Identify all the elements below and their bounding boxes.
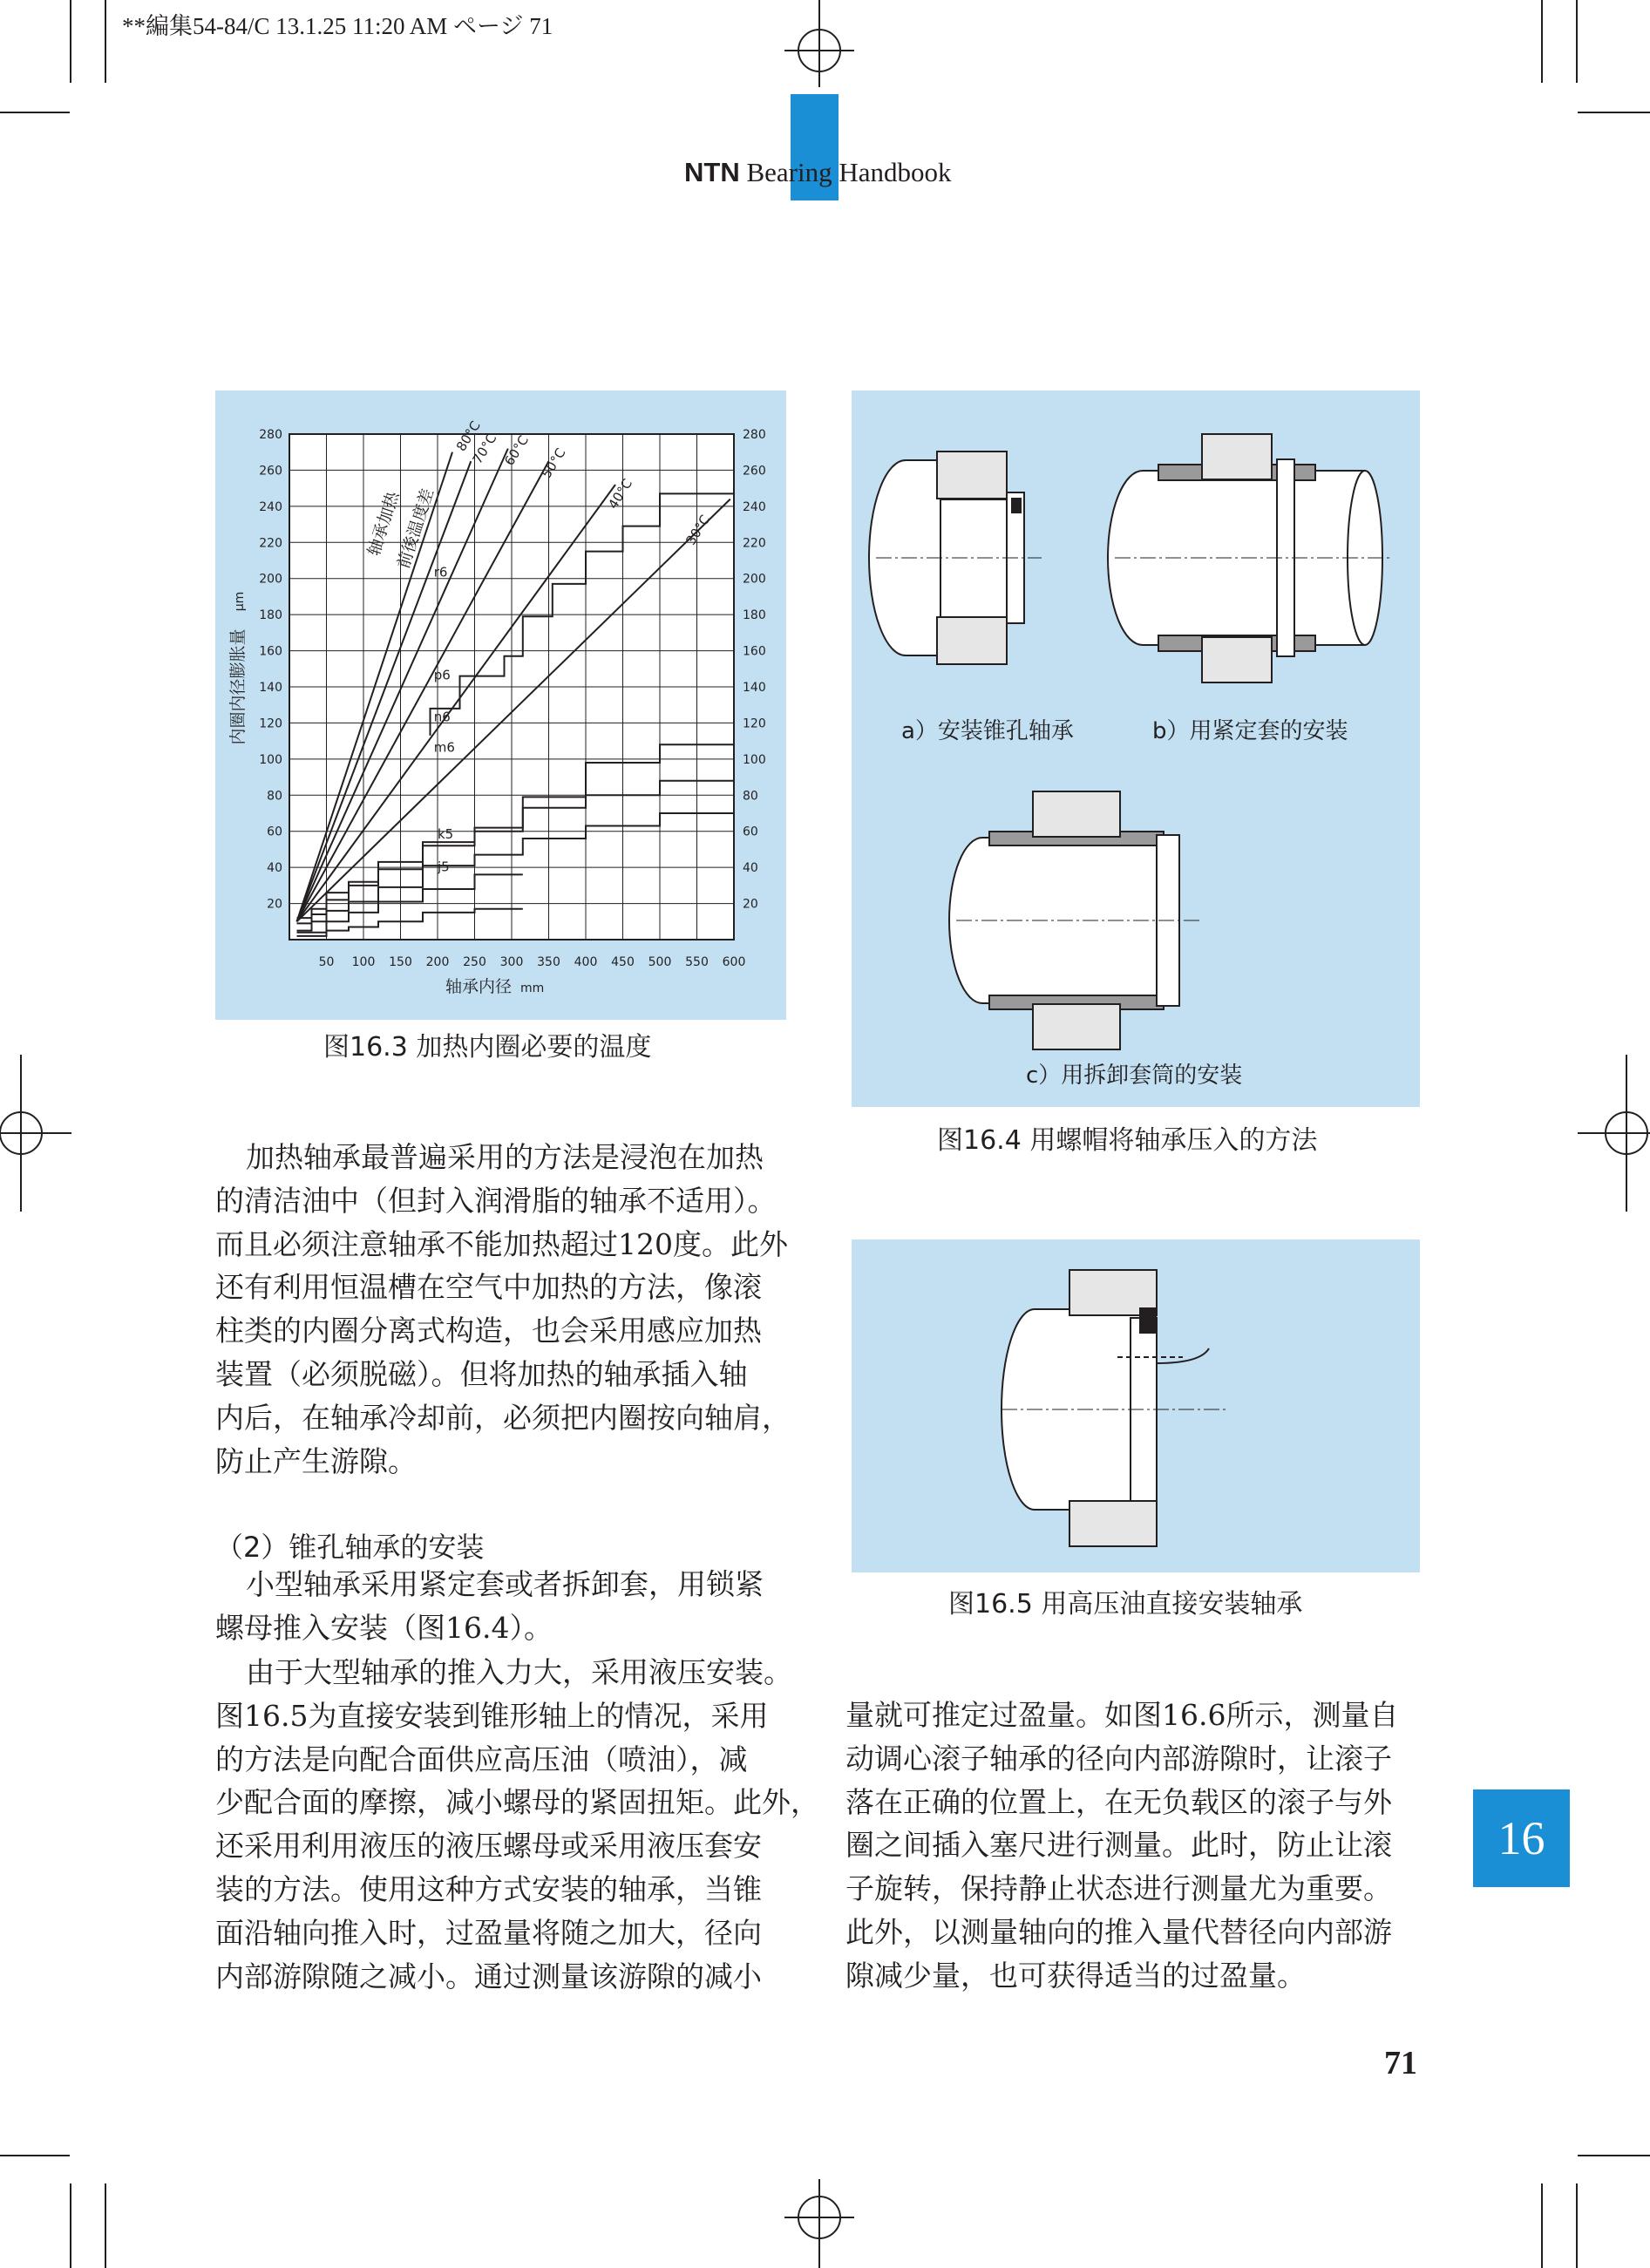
- header-brand: NTN: [684, 157, 740, 187]
- text-line: 装的方法。使用这种方式安装的轴承，当锥: [215, 1871, 762, 1906]
- text-line: 内后，在轴承冷却前，必须把内圈按向轴肩，: [215, 1400, 791, 1435]
- y-tick-label: 80: [267, 789, 282, 804]
- figure-16-4-diagram-b: [1106, 430, 1394, 691]
- crop-mark: [1578, 112, 1650, 113]
- temperature-label: 30°C: [682, 512, 714, 548]
- y-tick-label: 260: [259, 464, 282, 479]
- text-line: 面沿轴向推入时，过盈量将随之加大，径向: [215, 1915, 762, 1950]
- legend-label: 轴承加热: [363, 489, 404, 559]
- y-tick-label-right: 180: [743, 608, 766, 623]
- text-line: 量就可推定过盈量。如图16.6所示，测量自: [845, 1698, 1399, 1732]
- crop-mark: [70, 2183, 71, 2268]
- crop-mark: [1576, 0, 1578, 83]
- text-line: 小型轴承采用紧定套或者拆卸套，用锁紧: [246, 1567, 764, 1601]
- x-tick-label: 300: [499, 955, 524, 969]
- temperature-label: 80°C: [452, 418, 484, 454]
- figure-16-3-panel: [215, 390, 786, 1020]
- text-line: 此外，以测量轴向的推入量代替径向内部游: [845, 1914, 1392, 1949]
- x-tick-label: 450: [611, 955, 635, 969]
- crop-mark: [0, 112, 70, 113]
- figure-16-4-sub-b: b）用紧定套的安装: [1152, 718, 1348, 744]
- crop-mark: [1578, 2155, 1650, 2156]
- x-tick-label: 550: [685, 955, 709, 969]
- y-tick-label-right: 100: [743, 752, 766, 767]
- y-axis-unit: μm: [233, 591, 247, 612]
- y-tick-label-right: 20: [743, 897, 758, 912]
- y-tick-label: 200: [259, 572, 282, 587]
- y-tick-label: 280: [259, 428, 282, 442]
- y-tick-label: 20: [267, 897, 282, 912]
- figure-16-3-caption: 图16.3 加热内圈必要的温度: [323, 1032, 652, 1063]
- print-job-info: **編集54-84/C 13.1.25 11:20 AM ページ 71: [122, 13, 553, 39]
- figure-16-4-diagram-a: [867, 430, 1076, 691]
- running-header: [684, 157, 952, 188]
- crop-mark: [0, 2155, 70, 2156]
- y-tick-label-right: 200: [743, 572, 766, 587]
- y-tick-label: 120: [259, 716, 282, 731]
- figure-16-5-panel: [852, 1239, 1420, 1572]
- fit-label: k5: [438, 826, 454, 842]
- y-tick-label: 140: [259, 681, 282, 695]
- text-line: 装置（必须脱磁）。但将加热的轴承插入轴: [215, 1356, 748, 1391]
- text-line: 还有利用恒温槽在空气中加热的方法，像滚: [215, 1270, 762, 1305]
- y-tick-label-right: 280: [743, 428, 766, 442]
- crop-mark: [105, 2183, 106, 2268]
- x-tick-label: 400: [574, 955, 598, 969]
- x-tick-label: 100: [351, 955, 376, 969]
- y-tick-label-right: 220: [743, 536, 766, 551]
- text-line: 防止产生游隙。: [215, 1443, 417, 1478]
- text-line: 图16.5为直接安装到锥形轴上的情况，采用: [215, 1698, 769, 1733]
- y-tick-label: 240: [259, 499, 282, 514]
- y-tick-label: 100: [259, 752, 282, 767]
- text-line: 的方法是向配合面供应高压油（喷油），减: [215, 1742, 748, 1776]
- registration-mark-top: [784, 0, 854, 87]
- text-line: 少配合面的摩擦，减小螺母的紧固扭矩。此外，: [215, 1785, 819, 1820]
- crop-mark: [1541, 2183, 1543, 2268]
- temperature-label: 70°C: [469, 431, 500, 467]
- y-tick-label-right: 120: [743, 716, 766, 731]
- x-tick-label: 500: [648, 955, 672, 969]
- left-paragraph-2: [215, 1563, 764, 1650]
- y-tick-label-right: 260: [743, 464, 766, 479]
- crop-mark: [105, 0, 106, 83]
- y-axis-label: 内圈内径膨胀量: [228, 628, 248, 745]
- figure-16-4-caption: 图16.4 用螺帽将轴承压入的方法: [937, 1125, 1318, 1156]
- y-tick-label: 220: [259, 536, 282, 551]
- text-line: 落在正确的位置上，在无负载区的滚子与外: [845, 1784, 1392, 1819]
- chapter-tab: 16: [1473, 1789, 1570, 1887]
- fit-label: p6: [433, 667, 451, 683]
- text-line: 隙减少量，也可获得适当的过盈量。: [845, 1958, 1306, 1993]
- x-tick-label: 200: [425, 955, 450, 969]
- y-tick-label: 160: [259, 644, 282, 659]
- y-tick-label-right: 80: [743, 789, 758, 804]
- y-tick-label-right: 240: [743, 499, 766, 514]
- legend-label: 前後温度差: [393, 486, 438, 571]
- x-tick-label: 250: [463, 955, 486, 969]
- y-tick-label: 180: [259, 608, 282, 623]
- fit-label: r6: [433, 564, 448, 581]
- left-paragraph-3: [215, 1651, 819, 1998]
- temperature-label: 40°C: [605, 476, 636, 513]
- text-line: 内部游隙随之减小。通过测量该游隙的减小: [215, 1959, 762, 1993]
- figure-16-4-panel: [852, 390, 1420, 1107]
- x-tick-label: 150: [389, 955, 412, 969]
- y-tick-label-right: 160: [743, 644, 766, 659]
- registration-mark-left: [0, 1055, 71, 1212]
- y-tick-label-right: 140: [743, 681, 766, 695]
- header-title: Bearing Handbook: [746, 157, 952, 187]
- y-tick-label: 60: [267, 825, 282, 839]
- x-axis-unit: mm: [520, 981, 545, 995]
- fit-label: m6: [433, 739, 455, 756]
- figure-16-4-diagram-c: [947, 790, 1209, 1051]
- y-tick-label-right: 60: [743, 825, 758, 839]
- page-number: 71: [1384, 2045, 1417, 2081]
- temperature-label: 50°C: [538, 445, 569, 481]
- text-line: 加热轴承最普遍采用的方法是浸泡在加热: [246, 1140, 764, 1174]
- figure-16-5-caption: 图16.5 用高压油直接安装轴承: [948, 1589, 1303, 1620]
- x-tick-label: 600: [722, 955, 746, 969]
- crop-mark: [70, 0, 71, 83]
- y-tick-label-right: 40: [743, 861, 758, 876]
- right-paragraph: [845, 1694, 1398, 1998]
- x-axis-label: 轴承内径: [445, 977, 512, 996]
- fit-label: n6: [433, 709, 451, 725]
- registration-mark-right: [1578, 1055, 1650, 1212]
- crop-mark: [1541, 0, 1543, 83]
- x-tick-label: 50: [318, 955, 335, 969]
- text-line: 螺母推入安装（图16.4）。: [215, 1610, 553, 1645]
- text-line: 的清洁油中（但封入润滑脂的轴承不适用）。: [215, 1183, 777, 1218]
- figure-16-3-chart: [215, 390, 786, 1020]
- text-line: 柱类的内圈分离式构造，也会采用感应加热: [215, 1314, 762, 1348]
- text-line: 动调心滚子轴承的径向内部游隙时，让滚子: [845, 1741, 1392, 1776]
- text-line: 由于大型轴承的推入力大，采用液压安装。: [246, 1655, 792, 1689]
- figure-16-4-sub-c: c）用拆卸套筒的安装: [1026, 1063, 1243, 1089]
- text-line: 而且必须注意轴承不能加热超过120度。此外: [215, 1226, 788, 1261]
- fit-label: j5: [438, 859, 450, 875]
- registration-mark-bottom: [784, 2179, 854, 2268]
- y-tick-label: 40: [267, 861, 282, 876]
- crop-mark: [1576, 2183, 1578, 2268]
- x-tick-label: 350: [537, 955, 560, 969]
- text-line: 还采用利用液压的液压螺母或采用液压套安: [215, 1829, 762, 1864]
- text-line: 子旋转，保持静止状态进行测量尤为重要。: [845, 1871, 1392, 1906]
- temperature-label: 60°C: [501, 432, 533, 469]
- left-paragraph-1: [215, 1136, 791, 1483]
- section-heading: （2）锥孔轴承的安装: [215, 1531, 485, 1564]
- figure-16-5-diagram: [1000, 1266, 1261, 1553]
- text-line: 圈之间插入塞尺进行测量。此时，防止让滚: [845, 1828, 1392, 1863]
- figure-16-4-sub-a: a）安装锥孔轴承: [901, 718, 1074, 744]
